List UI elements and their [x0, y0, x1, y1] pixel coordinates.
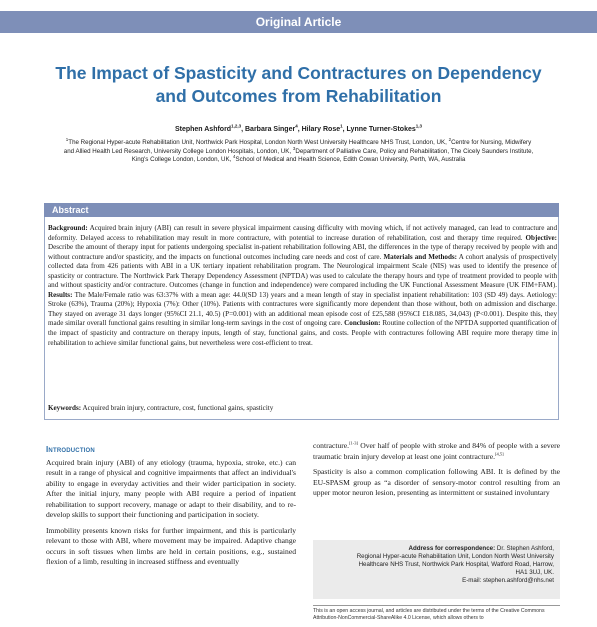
- abstract-methods-label: Materials and Methods:: [383, 252, 458, 261]
- article-type-label: Original Article: [255, 15, 342, 29]
- right-column: [313, 441, 560, 504]
- abstract-text: [48, 224, 557, 348]
- author-affiliation-marker: 1,2,3: [231, 123, 242, 129]
- body-paragraph: Spasticity is also a common complication following ABI. It is defined by the EU-SPASM group as “a disorder of sensory-motor control resulting from an upper motor neuron lesion, presenting as intermittent or sustained involuntary: [313, 467, 560, 498]
- affiliation-marker: 4: [233, 154, 236, 160]
- article-title: The Impact of Spasticity and Contractures on Dependency and Outcomes from Rehabilitation: [55, 63, 542, 106]
- correspondence-address-line: Healthcare NHS Trust, Northwick Park Hospital, Watford Road, Harrow,: [358, 561, 554, 569]
- abstract-objective: Describe the amount of therapy input for patients undergoing specialist in-patient rehabilitation following ABI, the differences in the type of therapy received by people with and without contracture and/or spasticity, and the impacts on functional outcomes including care needs and cost of care.: [48, 243, 557, 261]
- abstract-methods: A cohort analysis of prospectively collected data from 426 patients with ABI in a UK tertiary inpatient rehabilitation program. The Neurological impairment Scale (NIS) was used to identify the presence of spasticity or contracture. The Northwick Park Therapy Dependency Assessment (NPTDA) was used to calculate the therapy hours and type of treatment provided to people with and without spasticity and/or contracture. Outcomes (change in function and independence) were compared including the UK Functional Assessment Measure (UK FIM+FAM).: [48, 252, 557, 290]
- correspondence-box: [313, 540, 560, 599]
- affiliation-marker: 3: [292, 145, 296, 151]
- affiliation-text: Department of Palliative Care, Policy and Rehabilitation, The Cicely Saunders Institute, King's College London, London, UK,: [131, 147, 534, 164]
- author-affiliation-marker: 1,3: [415, 123, 423, 129]
- author-affiliation-marker: 1: [340, 123, 343, 129]
- citation-reference[interactable]: [4,5]: [494, 451, 504, 457]
- abstract-results-label: Results:: [48, 290, 73, 299]
- affiliations: [60, 136, 537, 165]
- body-paragraph: Immobility presents known risks for further impairment, and this is particularly relevant to those with ABI, where movement may be impaired. Adaptive change occurs in soft tissues when limbs are held in certain positions, e.g., sustained flexion of a limb, resulting in increased stiffness and eventually: [46, 525, 296, 567]
- author-affiliation-marker: 4: [295, 123, 298, 129]
- abstract-results: The Male/Female ratio was 63:37% with a mean age: 44.0(SD 13) years and a mean length of stay in specialist inpatient rehabilitation: 103 (SD 49) days. Aetiology: Stroke (63%), Trauma (20%); Hypoxia (7%): Other (10%). Patients with contractures were significantly more dependent than those without, both on admission and discharge. They stayed on average 31 days longer (95%CI 21.1, 40.5) (P=0.001) with an additional mean episode cost of £25,588 (95%CI £18.085, 34,043) (P<0.001). Despite this, they made similar overall functional gains resulting in similar long-term savings in the cost of ongoing care.: [48, 290, 557, 328]
- correspondence-header: [319, 545, 554, 553]
- body-paragraph: Acquired brain injury (ABI) of any etiology (trauma, hypoxia, stroke, etc.) can result in a range of physical and cognitive impairments that affect an individual's ability to engage in everyday activities and their wider participation in society. After the initial injury, many people with ABI require a period of inpatient rehabilitation to support recovery, manage or adapt to their disability, and to re-develop skills to support their functioning and participation in society.: [46, 457, 296, 520]
- keywords: [48, 404, 557, 413]
- correspondence-address-line: Regional Hyper-acute Rehabilitation Unit, London North West University: [356, 553, 554, 561]
- author-name: Lynne Turner-Stokes: [346, 126, 416, 133]
- affiliation-text: Centre for Nursing, Midwifery and Allied Health Led Research, University College London Hospitals, London, UK,: [63, 139, 532, 155]
- introduction-heading: Introduction: [46, 445, 95, 454]
- abstract-conclusion-label: Conclusion:: [344, 319, 381, 328]
- abstract-heading: Abstract: [44, 203, 559, 217]
- affiliation-marker: 1: [65, 136, 69, 142]
- correspondence-email[interactable]: E-mail: stephen.ashford@nhs.net: [462, 577, 554, 585]
- author-name: Hilary Rose: [301, 126, 341, 133]
- abstract-background: Acquired brain injury (ABI) can result in severe physical impairment causing difficulty with moving which, if not actively managed, can lead to contracture and deformity. Delayed access to rehabilitation may result in more contracture, with potential to increase duration of rehabilitation, cost and therapy time required.: [48, 224, 557, 242]
- left-column: [46, 445, 296, 573]
- keywords-label: Keywords:: [48, 404, 82, 412]
- affiliation-text: The Regional Hyper-acute Rehabilitation Unit, Northwick Park Hospital, London North West University Healthcare NHS Trust, London, UK,: [68, 139, 447, 146]
- abstract-background-label: Background:: [48, 224, 88, 232]
- correspondence-address-line: HA1 3UJ, UK.: [515, 569, 554, 577]
- affiliation-marker: 2: [448, 136, 452, 142]
- correspondence-name: Dr. Stephen Ashford,: [496, 545, 554, 552]
- article-type-banner: [0, 11, 597, 33]
- keywords-list: Acquired brain injury, contracture, cost, functional gains, spasticity: [82, 404, 274, 412]
- correspondence-label: Address for correspondence:: [408, 545, 496, 552]
- paragraph-text: Over half of people with stroke and 84% of people with a severe traumatic brain injury develop at least one joint contracture.: [313, 441, 560, 461]
- affiliation-text: School of Medical and Health Science, Edith Cowan University, Perth, WA, Australia: [235, 156, 466, 164]
- abstract-objective-label: Objective:: [525, 233, 558, 242]
- paragraph-text: contracture.: [313, 441, 350, 450]
- author-name: Stephen Ashford: [174, 126, 232, 133]
- license-note: This is an open access journal, and articles are distributed under the terms of the Creative Commons Attribution-NonCommercial-ShareAlike 4.0 License, which allows others to: [313, 605, 560, 622]
- body-paragraph: [313, 441, 560, 462]
- author-name: Barbara Singer: [245, 126, 296, 133]
- citation-reference[interactable]: [1-3]: [349, 440, 359, 446]
- author-list: Stephen Ashford$^{1,2,3}$, Barbara Singer$^4$, Hilary Rose$^1$, Lynne Turner-Stokes$^{1,3}$: [174, 123, 423, 133]
- abstract-conclusion: Routine collection of the NPTDA supported quantification of the impact of spasticity and contracture on therapy inputs, length of stay, functional gains, and costs. People with contractures following ABI require more therapy time in rehabilitation to achieve similar functional gains, but nevertheless were cost-efficient to treat.: [48, 319, 558, 347]
